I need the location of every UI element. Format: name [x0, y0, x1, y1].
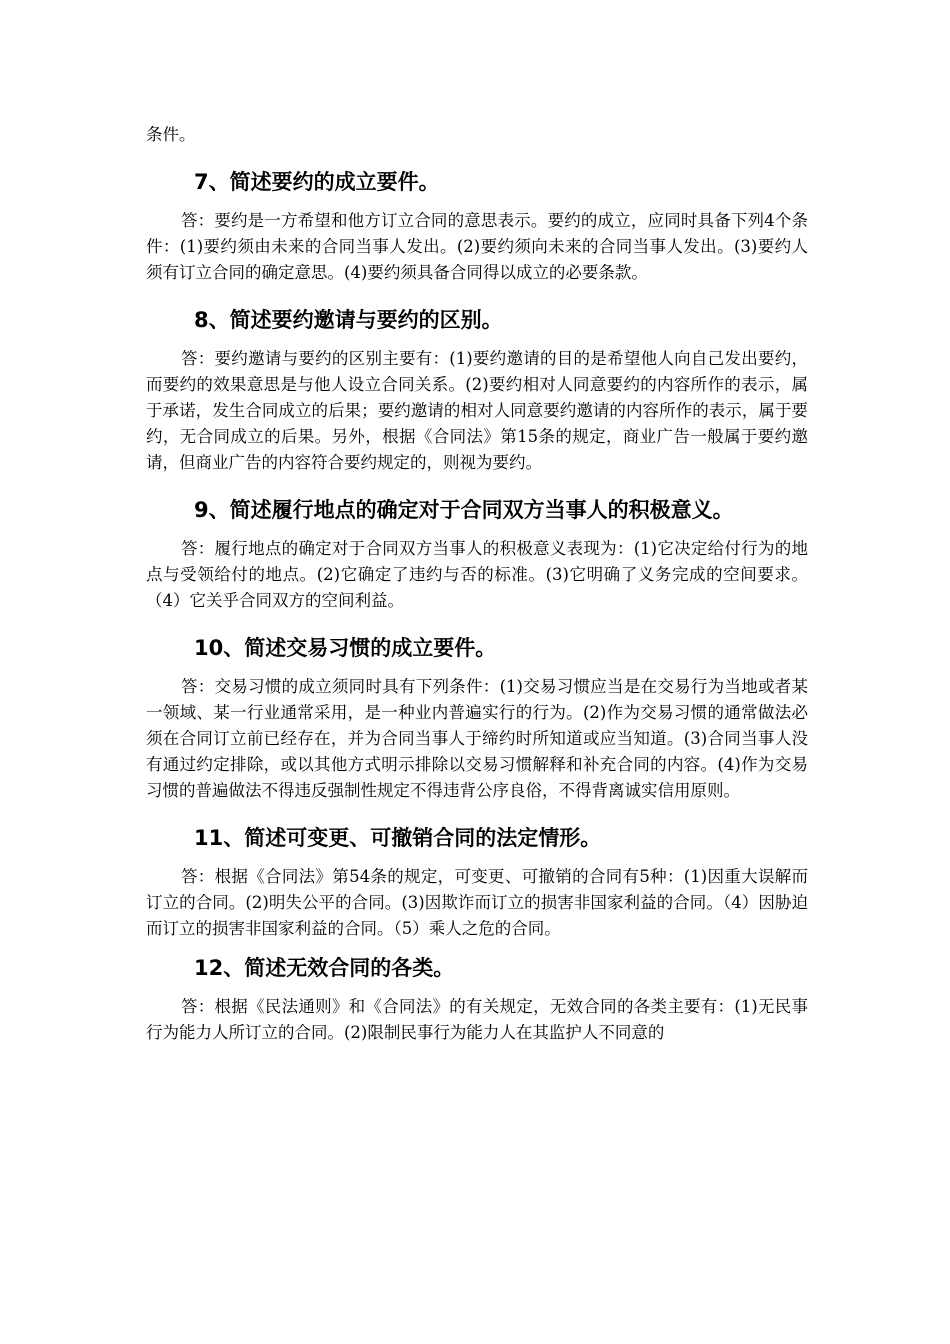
section-heading: 8、简述要约邀请与要约的区别。 [194, 308, 503, 332]
body-paragraph: 答：根据《民法通则》和《合同法》的有关规定，无效合同的各类主要有：(1)无民事行为能力人所订立的合同。(2)限制民事行为能力人在其监护人不同意的 [146, 997, 808, 1042]
section-heading: 9、简述履行地点的确定对于合同双方当事人的积极意义。 [194, 498, 734, 522]
section-heading: 10、简述交易习惯的成立要件。 [194, 636, 497, 660]
body-paragraph: 答：履行地点的确定对于合同双方当事人的积极意义表现为：(1)它决定给付行为的地点与受领给付的地点。(2)它确定了违约与否的标准。(3)它明确了义务完成的空间要求。（4）它关乎合同双方的空间利益。 [146, 539, 808, 610]
section-heading: 7、简述要约的成立要件。 [194, 170, 440, 194]
body-paragraph: 答：要约邀请与要约的区别主要有：(1)要约邀请的目的是希望他人向自己发出要约，而要约的效果意思是与他人设立合同关系。(2)要约相对人同意要约的内容所作的表示，属于承诺，发生合同成立的后果；要约邀请的相对人同意要约邀请的内容所作的表示，属于要约，无合同成立的后果。另外，根据《合同法》第15条的规定，商业广告一般属于要约邀请，但商业广告的内容符合要约规定的，则视为要约。 [146, 349, 808, 472]
section-heading: 12、简述无效合同的各类。 [194, 956, 455, 980]
body-paragraph: 答：根据《合同法》第54条的规定，可变更、可撤销的合同有5种：(1)因重大误解而订立的合同。(2)明失公平的合同。(3)因欺诈而订立的损害非国家利益的合同。（4）因胁迫而订立的损害非国家利益的合同。（5）乘人之危的合同。 [146, 867, 808, 938]
body-paragraph: 答：要约是一方希望和他方订立合同的意思表示。要约的成立，应同时具备下列4个条件：(1)要约须由未来的合同当事人发出。(2)要约须向未来的合同当事人发出。(3)要约人须有订立合同的确定意思。(4)要约须具备合同得以成立的必要条款。 [146, 211, 808, 282]
document-body [146, 122, 808, 1046]
body-paragraph: 答：交易习惯的成立须同时具有下列条件：(1)交易习惯应当是在交易行为当地或者某一领域、某一行业通常采用，是一种业内普遍实行的行为。(2)作为交易习惯的通常做法必须在合同订立前已经存在，并为合同当事人于缔约时所知道或应当知道。(3)合同当事人没有通过约定排除，或以其他方式明示排除以交易习惯解释和补充合同的内容。(4)作为交易习惯的普遍做法不得违反强制性规定不得违背公序良俗，不得背离诚实信用原则。 [146, 677, 808, 800]
section-heading: 11、简述可变更、可撤销合同的法定情形。 [194, 826, 602, 850]
body-paragraph: 条件。 [146, 125, 196, 144]
